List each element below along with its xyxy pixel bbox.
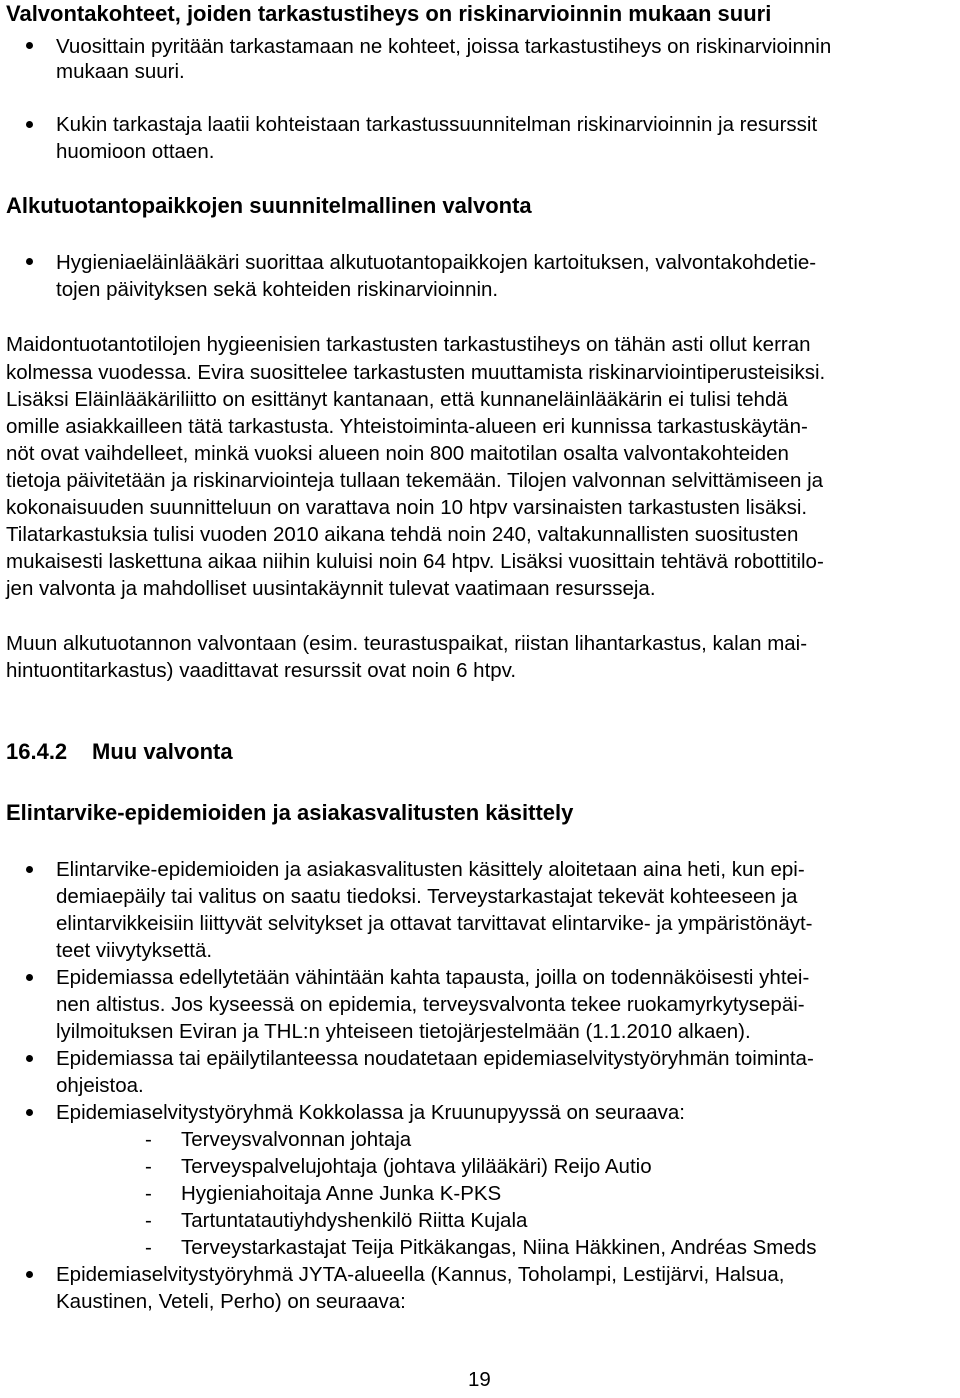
list-dash: - xyxy=(145,1128,152,1151)
bullet-3-line-2: tojen päivityksen sekä kohteiden riskinarvioinnin. xyxy=(56,278,499,301)
bullet-dot xyxy=(26,1271,33,1278)
bullet-5-line-2: nen altistus. Jos kyseessä on epidemia, terveysvalvonta tekee ruokamyrkytysepäi- xyxy=(56,993,805,1016)
member-item: Hygieniahoitaja Anne Junka K-PKS xyxy=(181,1182,502,1205)
paragraph-line: nöt ovat vaihdelleet, minkä vuoksi alueen noin 800 maitotilan osalta valvontakohteiden xyxy=(6,442,789,465)
bullet-1-line-1: Vuosittain pyritään tarkastamaan ne kohteet, joissa tarkastustiheys on riskinarvioinnin xyxy=(56,35,832,58)
paragraph-line: omille asiakkailleen tätä tarkastusta. Yhteistoiminta-alueen eri kunnissa tarkastuskäytän- xyxy=(6,415,808,438)
bullet-5-line-1: Epidemiassa edellytetään vähintään kahta tapausta, joilla on todennäköisesti yhtei- xyxy=(56,966,810,989)
bullet-4-line-4: teet viivytyksettä. xyxy=(56,939,213,962)
bullet-dot xyxy=(26,974,33,981)
paragraph-line: jen valvonta ja mahdolliset uusintakäynnit tulevat vaatimaan resursseja. xyxy=(6,577,656,600)
bullet-2-line-2: huomioon ottaen. xyxy=(56,140,215,163)
list-dash: - xyxy=(145,1155,152,1178)
list-dash: - xyxy=(145,1236,152,1259)
bullet-dot xyxy=(26,121,33,128)
member-item: Terveyspalvelujohtaja (johtava ylilääkäri) Reijo Autio xyxy=(181,1155,652,1178)
paragraph-line: kolmessa vuodessa. Evira suosittelee tarkastusten muuttamista riskinarviointiperusteisiksi. xyxy=(6,361,826,384)
bullet-8-line-2: Kaustinen, Veteli, Perho) on seuraava: xyxy=(56,1290,406,1313)
bullet-2-line-1: Kukin tarkastaja laatii kohteistaan tarkastussuunnitelman riskinarvioinnin ja resurssit xyxy=(56,113,818,136)
bullet-8-line-1: Epidemiaselvitystyöryhmä JYTA-alueella (Kannus, Toholampi, Lestijärvi, Halsua, xyxy=(56,1263,785,1286)
section-heading-primary-production: Alkutuotantopaikkojen suunnitelmallinen valvonta xyxy=(6,193,532,218)
paragraph-line: hintuontitarkastus) vaadittavat resurssit ovat noin 6 htpv. xyxy=(6,659,517,682)
paragraph-line: kokonaisuuden suunnitteluun on varattava noin 10 htpv varsinaisten tarkastusten lisäksi. xyxy=(6,496,808,519)
bullet-6-line-1: Epidemiassa tai epäilytilanteessa noudatetaan epidemiaselvitystyöryhmän toiminta- xyxy=(56,1047,814,1070)
bullet-3-line-1: Hygieniaeläinlääkäri suorittaa alkutuotantopaikkojen kartoituksen, valvontakohdetie- xyxy=(56,251,817,274)
section-heading-high-risk: Valvontakohteet, joiden tarkastustiheys on riskinarvioinnin mukaan suuri xyxy=(6,1,772,26)
section-number: 16.4.2 xyxy=(6,739,68,764)
member-item: Terveystarkastajat Teija Pitkäkangas, Niina Häkkinen, Andréas Smeds xyxy=(181,1236,817,1259)
paragraph-line: Muun alkutuotannon valvontaan (esim. teurastuspaikat, riistan lihantarkastus, kalan mai- xyxy=(6,632,808,655)
bullet-7-line-1: Epidemiaselvitystyöryhmä Kokkolassa ja Kruunupyyssä on seuraava: xyxy=(56,1101,685,1124)
paragraph-line: Tilatarkastuksia tulisi vuoden 2010 aikana tehdä noin 240, valtakunnallisten suositusten xyxy=(6,523,799,546)
bullet-dot xyxy=(26,1055,33,1062)
bullet-1-line-2: mukaan suuri. xyxy=(56,60,185,83)
paragraph-line: Maidontuotantotilojen hygieenisien tarkastusten tarkastustiheys on tähän asti ollut kerran xyxy=(6,333,811,356)
list-dash: - xyxy=(145,1209,152,1232)
bullet-dot xyxy=(26,42,33,49)
bullet-4-line-3: elintarvikkeisiin liittyvät selvitykset ja ottavat tarvittavat elintarvike- ja ympäristönäyt- xyxy=(56,912,813,935)
bullet-dot xyxy=(26,258,33,265)
bullet-4-line-1: Elintarvike-epidemioiden ja asiakasvalitusten käsittely aloitetaan aina heti, kun epi- xyxy=(56,858,805,881)
member-item: Terveysvalvonnan johtaja xyxy=(181,1128,412,1151)
bullet-4-line-2: demiaepäily tai valitus on saatu tiedoksi. Terveystarkastajat tekevät kohteeseen ja xyxy=(56,885,798,908)
section-title: Muu valvonta xyxy=(92,739,233,764)
paragraph-line: tietoja päivitetään ja riskinarviointeja tullaan tekemään. Tilojen valvonnan selvittämiseen ja xyxy=(6,469,824,492)
member-item: Tartuntatautiyhdyshenkilö Riitta Kujala xyxy=(181,1209,528,1232)
bullet-dot xyxy=(26,866,33,873)
bullet-6-line-2: ohjeistoa. xyxy=(56,1074,144,1097)
paragraph-line: mukaisesti laskettuna aikaa niihin kuluisi noin 64 htpv. Lisäksi vuosittain tehtävä robottitilo- xyxy=(6,550,824,573)
subheading-epidemics: Elintarvike-epidemioiden ja asiakasvalitusten käsittely xyxy=(6,800,574,825)
bullet-dot xyxy=(26,1109,33,1116)
list-dash: - xyxy=(145,1182,152,1205)
paragraph-line: Lisäksi Eläinlääkäriliitto on esittänyt kantanaan, että kunnaneläinlääkärin ei tulisi tehdä xyxy=(6,388,788,411)
page-number: 19 xyxy=(468,1368,491,1391)
bullet-5-line-3: lyilmoituksen Eviran ja THL:n yhteiseen tietojärjestelmään (1.1.2010 alkaen). xyxy=(56,1020,751,1043)
